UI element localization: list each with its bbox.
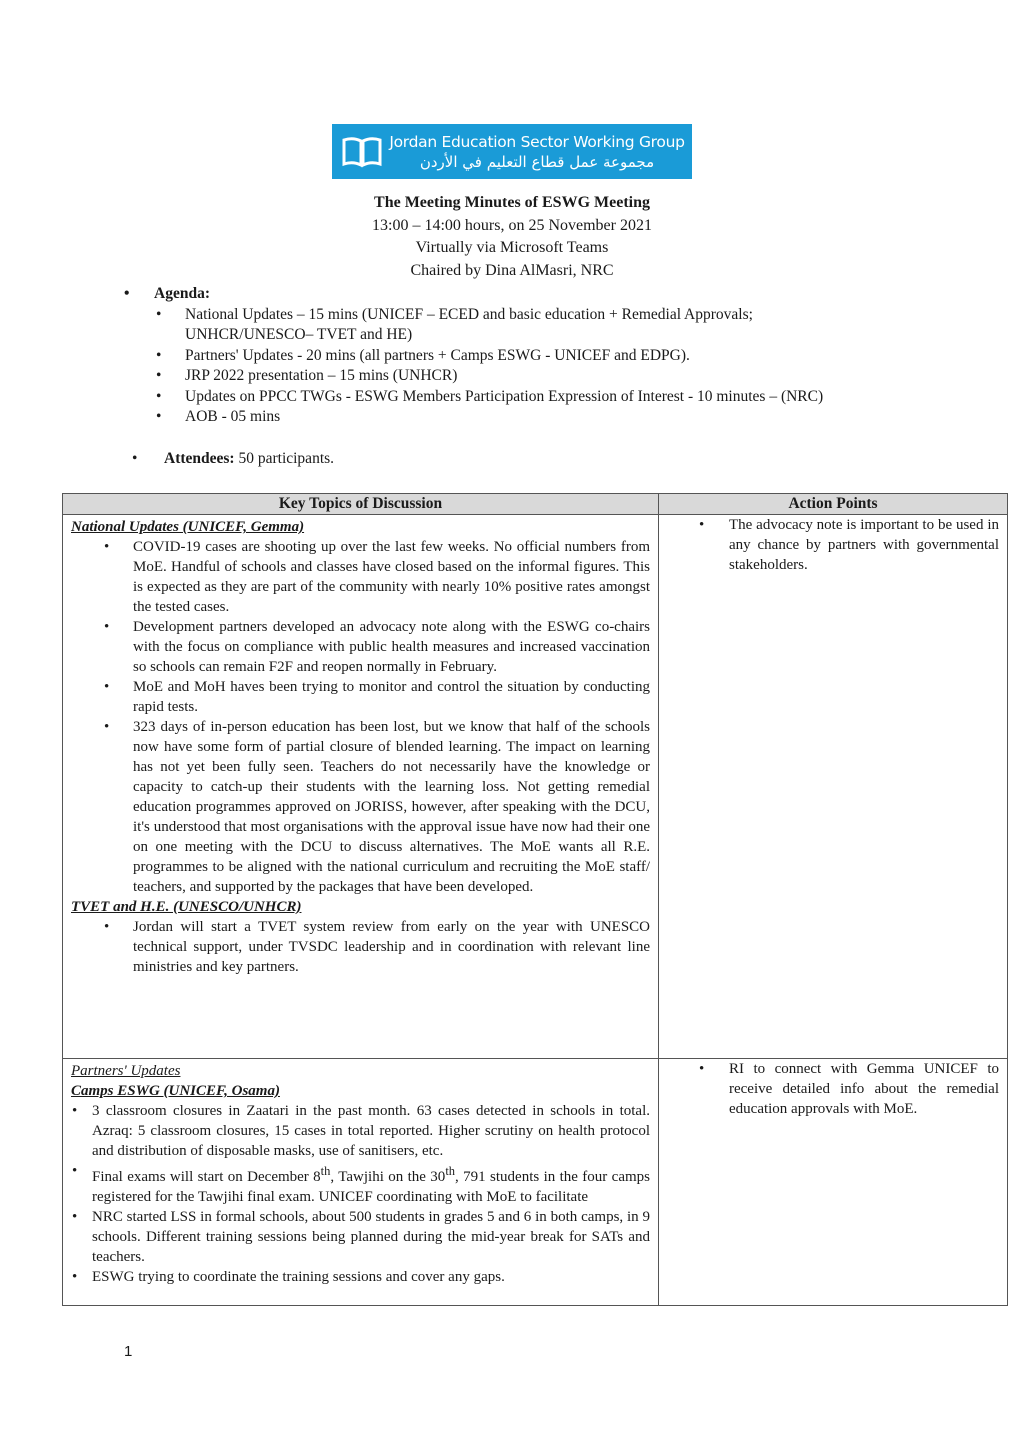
- meeting-chair: Chaired by Dina AlMasri, NRC: [410, 261, 614, 279]
- exams-text-3: , 791 students in the four camps registered for the Tawjihi final exam. UNICEF coordinating with MoE to facilitate: [92, 1169, 650, 1205]
- attendees: [130, 450, 334, 468]
- list-item: • NRC started LSS in formal schools, about 500 students in grades 5 and 6 in both camps, in 9 schools. Different training sessions being planned during the mid-year break for SATs and teachers.: [71, 1207, 650, 1267]
- header-action-points: Action Points: [659, 494, 1008, 515]
- section-title-camps-eswg: Camps ESWG (UNICEF, Osama): [71, 1083, 280, 1099]
- list-item-exams: [71, 1161, 650, 1207]
- agenda-section: [120, 284, 920, 428]
- tvet-list: [71, 917, 650, 977]
- list-item: • MoE and MoH haves been trying to monitor and control the situation by conducting rapid tests.: [71, 677, 650, 717]
- section-title-tvet: TVET and H.E. (UNESCO/UNHCR): [71, 899, 302, 915]
- agenda-item: • JRP 2022 presentation – 15 mins (UNHCR): [120, 366, 920, 387]
- action-point: • RI to connect with Gemma UNICEF to receive detailed info about the remedial education approvals with MoE.: [667, 1059, 999, 1119]
- logo-title-en: Jordan Education Sector Working Group: [389, 132, 685, 151]
- document-header: [0, 192, 1024, 282]
- meeting-venue: Virtually via Microsoft Teams: [415, 239, 609, 256]
- camps-updates-list: [71, 1101, 650, 1287]
- topics-cell: [63, 1059, 659, 1306]
- actions-cell: [659, 1059, 1008, 1306]
- table-row: [63, 1059, 1008, 1306]
- agenda-item: • National Updates – 15 mins (UNICEF – ECED and basic education + Remedial Approvals; UNHCR/UNESCO– TVET and HE): [120, 305, 920, 346]
- agenda-list: [120, 305, 920, 428]
- actions-cell: [659, 515, 1008, 1059]
- exams-sup-1: th: [320, 1164, 331, 1178]
- section-title-partners-updates: Partners' Updates: [71, 1063, 181, 1079]
- logo-title-ar: مجموعة عمل قطاع التعليم في الأردن: [419, 152, 655, 171]
- list-item: • COVID-19 cases are shooting up over the last few weeks. No official numbers from MoE. Handful of schools and classes have closed based on the informal figures. This is expected as they are part of the community with nearly 10% positive rates amongst the tested cases.: [71, 537, 650, 617]
- topics-cell: [63, 515, 659, 1059]
- agenda-heading: • Agenda:: [120, 284, 920, 305]
- table-header-row: [63, 494, 1008, 515]
- exams-text-1: Final exams will start on December 8: [92, 1169, 321, 1185]
- list-item: • 323 days of in-person education has been lost, but we know that half of the schools now have some form of partial closure of blended learning. The impact on learning has not yet been fully seen. Teachers do not necessarily have the knowledge or capacity to catch-up their students with the learning loss. Not getting remedial education programmes approved on JORISS, however, after speaking with the DCU, it's understood that most organisations with the approval issue have now had their one on one meeting with the DCU to discuss alternatives. The MoE wants all R.E. programmes to be aligned with the national curriculum and recruiting the MoE staff/ teachers, and supported by the packages that have been developed.: [71, 717, 650, 897]
- page-number: 1: [124, 1343, 133, 1360]
- action-points-list: [667, 515, 999, 575]
- agenda-item: • Partners' Updates - 20 mins (all partners + Camps ESWG - UNICEF and EDPG).: [120, 346, 920, 367]
- meeting-time: 13:00 – 14:00 hours, on 25 November 2021: [372, 216, 652, 234]
- section-title-national-updates: National Updates (UNICEF, Gemma): [71, 519, 305, 535]
- eswg-logo: [332, 124, 692, 179]
- action-points-list: [667, 1059, 999, 1119]
- agenda-item: • Updates on PPCC TWGs - ESWG Members Participation Expression of Interest - 10 minutes – (NRC): [120, 387, 920, 408]
- list-item: • 3 classroom closures in Zaatari in the past month. 63 cases detected in schools in total. Azraq: 5 classroom closures, 15 cases in total reported. Higher scrutiny on health protocol and distribution of disposable masks, use of sanitisers, etc.: [71, 1101, 650, 1161]
- agenda-item: • AOB - 05 mins: [120, 407, 920, 428]
- exams-text-2: , Tawjihi on the 30: [330, 1169, 446, 1185]
- header-key-topics: Key Topics of Discussion: [63, 494, 659, 515]
- attendees-value: 50 participants.: [234, 450, 335, 467]
- minutes-table: [62, 493, 1008, 1306]
- action-point: • The advocacy note is important to be used in any chance by partners with governmental stakeholders.: [667, 515, 999, 575]
- national-updates-list: [71, 537, 650, 897]
- list-item: • Development partners developed an advocacy note along with the ESWG co-chairs with the focus on compliance with public health measures and increased vaccination so schools can remain F2F and reopen normally in February.: [71, 617, 650, 677]
- list-item: • Jordan will start a TVET system review from early on the year with UNESCO technical support, under TVSDC leadership and in coordination with relevant line ministries and key partners.: [71, 917, 650, 977]
- exams-sup-2: th: [445, 1164, 456, 1178]
- document-title: The Meeting Minutes of ESWG Meeting: [374, 194, 650, 211]
- open-book-icon: [338, 132, 386, 172]
- attendees-label: Attendees:: [164, 450, 235, 467]
- list-item: • ESWG trying to coordinate the training sessions and cover any gaps.: [71, 1267, 650, 1287]
- table-row: [63, 515, 1008, 1059]
